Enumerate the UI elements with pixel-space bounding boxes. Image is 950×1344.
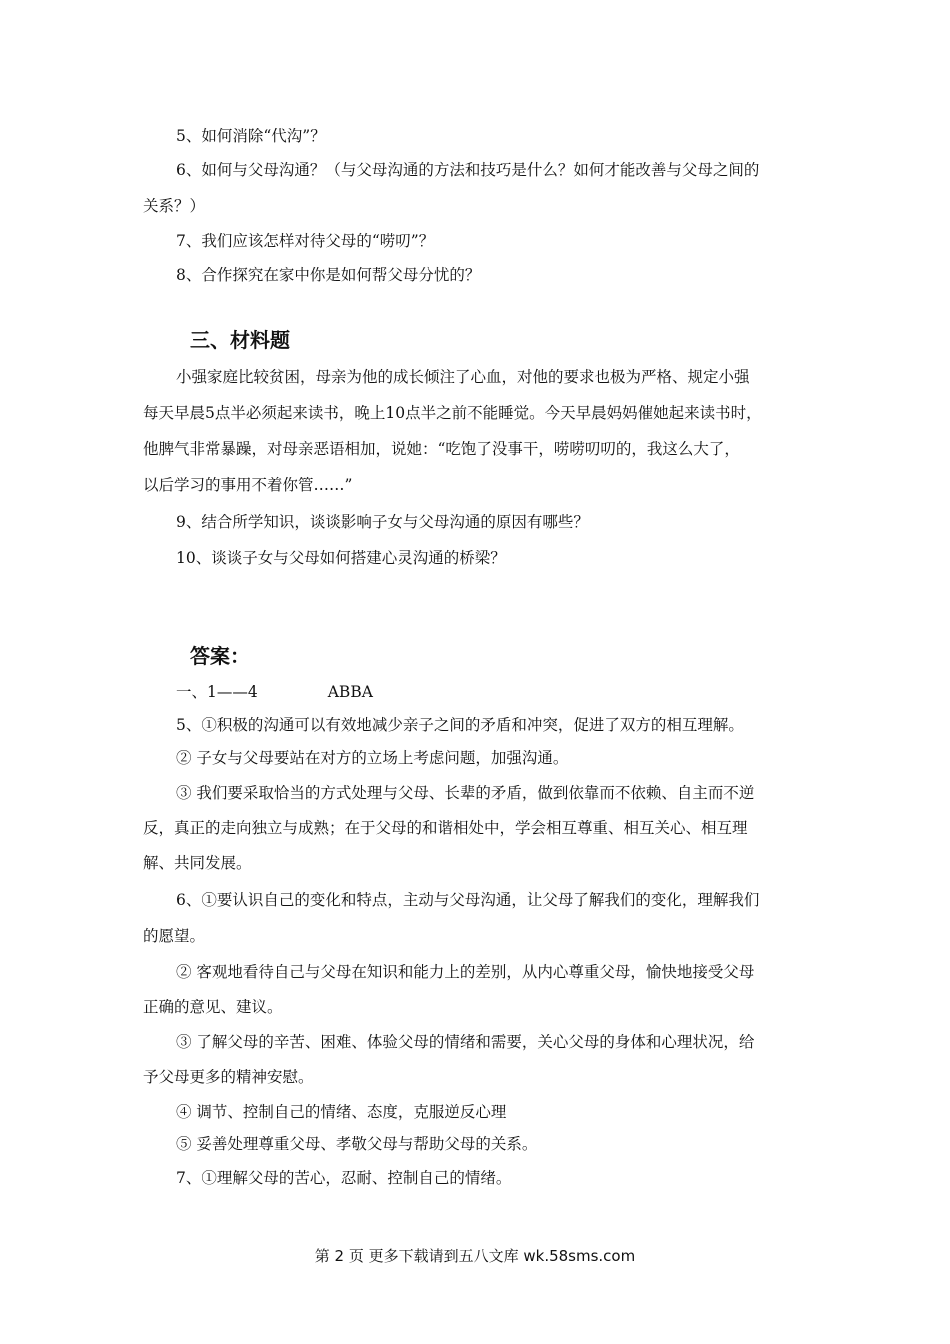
answer-1-row (176, 682, 373, 702)
answer-line: 6、①要认识自己的变化和特点，主动与父母沟通，让父母了解我们的变化，理解我们 (176, 891, 760, 909)
answer-1-label: 一、1——4 (176, 683, 258, 701)
answer-line: ③ 了解父母的辛苦、困难、体验父母的情绪和需要，关心父母的身体和心理状况，给 (176, 1033, 755, 1051)
answer-line: 解、共同发展。 (143, 854, 252, 872)
answer-line: 正确的意见、建议。 (143, 998, 283, 1016)
question-6: 6、如何与父母沟通？（与父母沟通的方法和技巧是什么？如何才能改善与父母之间的 (176, 161, 760, 179)
answer-line: 反，真正的走向独立与成熟；在于父母的和谐相处中，学会相互尊重、相互关心、相互理 (143, 819, 748, 837)
answer-line: ③ 我们要采取恰当的方式处理与父母、长辈的矛盾，做到依靠而不依赖、自主而不逆 (176, 784, 755, 802)
material-line-1: 小强家庭比较贫困，母亲为他的成长倾注了心血，对他的要求也极为严格、规定小强 (176, 368, 750, 386)
page-footer: 第 2 页 更多下载请到五八文库 wk.58sms.com (314, 1247, 636, 1265)
material-line-2: 每天早晨5点半必须起来读书，晚上10点半之前不能睡觉。今天早晨妈妈催她起来读书时， (143, 404, 762, 422)
question-7: 7、我们应该怎样对待父母的“唠叨”？ (176, 232, 435, 250)
answer-line: ④ 调节、控制自己的情绪、态度，克服逆反心理 (176, 1103, 507, 1121)
question-8: 8、合作探究在家中你是如何帮父母分忧的？ (176, 266, 481, 284)
answer-line: 7、①理解父母的苦心，忍耐、控制自己的情绪。 (176, 1169, 512, 1187)
answer-line: 的愿望。 (143, 927, 206, 945)
question-6-continued: 关系？） (143, 197, 206, 215)
answer-line: ② 客观地看待自己与父母在知识和能力上的差别，从内心尊重父母，愉快地接受父母 (176, 963, 755, 981)
answer-line: 5、①积极的沟通可以有效地减少亲子之间的矛盾和冲突，促进了双方的相互理解。 (176, 716, 744, 734)
answer-line: 予父母更多的精神安慰。 (143, 1068, 314, 1086)
answer-1-value: ABBA (327, 683, 373, 701)
answer-line: ② 子女与父母要站在对方的立场上考虑问题，加强沟通。 (176, 749, 569, 767)
question-10: 10、谈谈子女与父母如何搭建心灵沟通的桥梁？ (176, 549, 506, 567)
section-3-title: 三、材料题 (190, 328, 290, 352)
answers-title: 答案： (190, 644, 250, 668)
answer-line: ⑤ 妥善处理尊重父母、孝敬父母与帮助父母的关系。 (176, 1135, 538, 1153)
material-line-3: 他脾气非常暴躁，对母亲恶语相加，说她：“吃饱了没事干，唠唠叨叨的，我这么大了， (143, 440, 740, 458)
material-line-4: 以后学习的事用不着你管……” (143, 476, 353, 494)
question-9: 9、结合所学知识，谈谈影响子女与父母沟通的原因有哪些？ (176, 513, 589, 531)
question-5: 5、如何消除“代沟”？ (176, 127, 326, 145)
